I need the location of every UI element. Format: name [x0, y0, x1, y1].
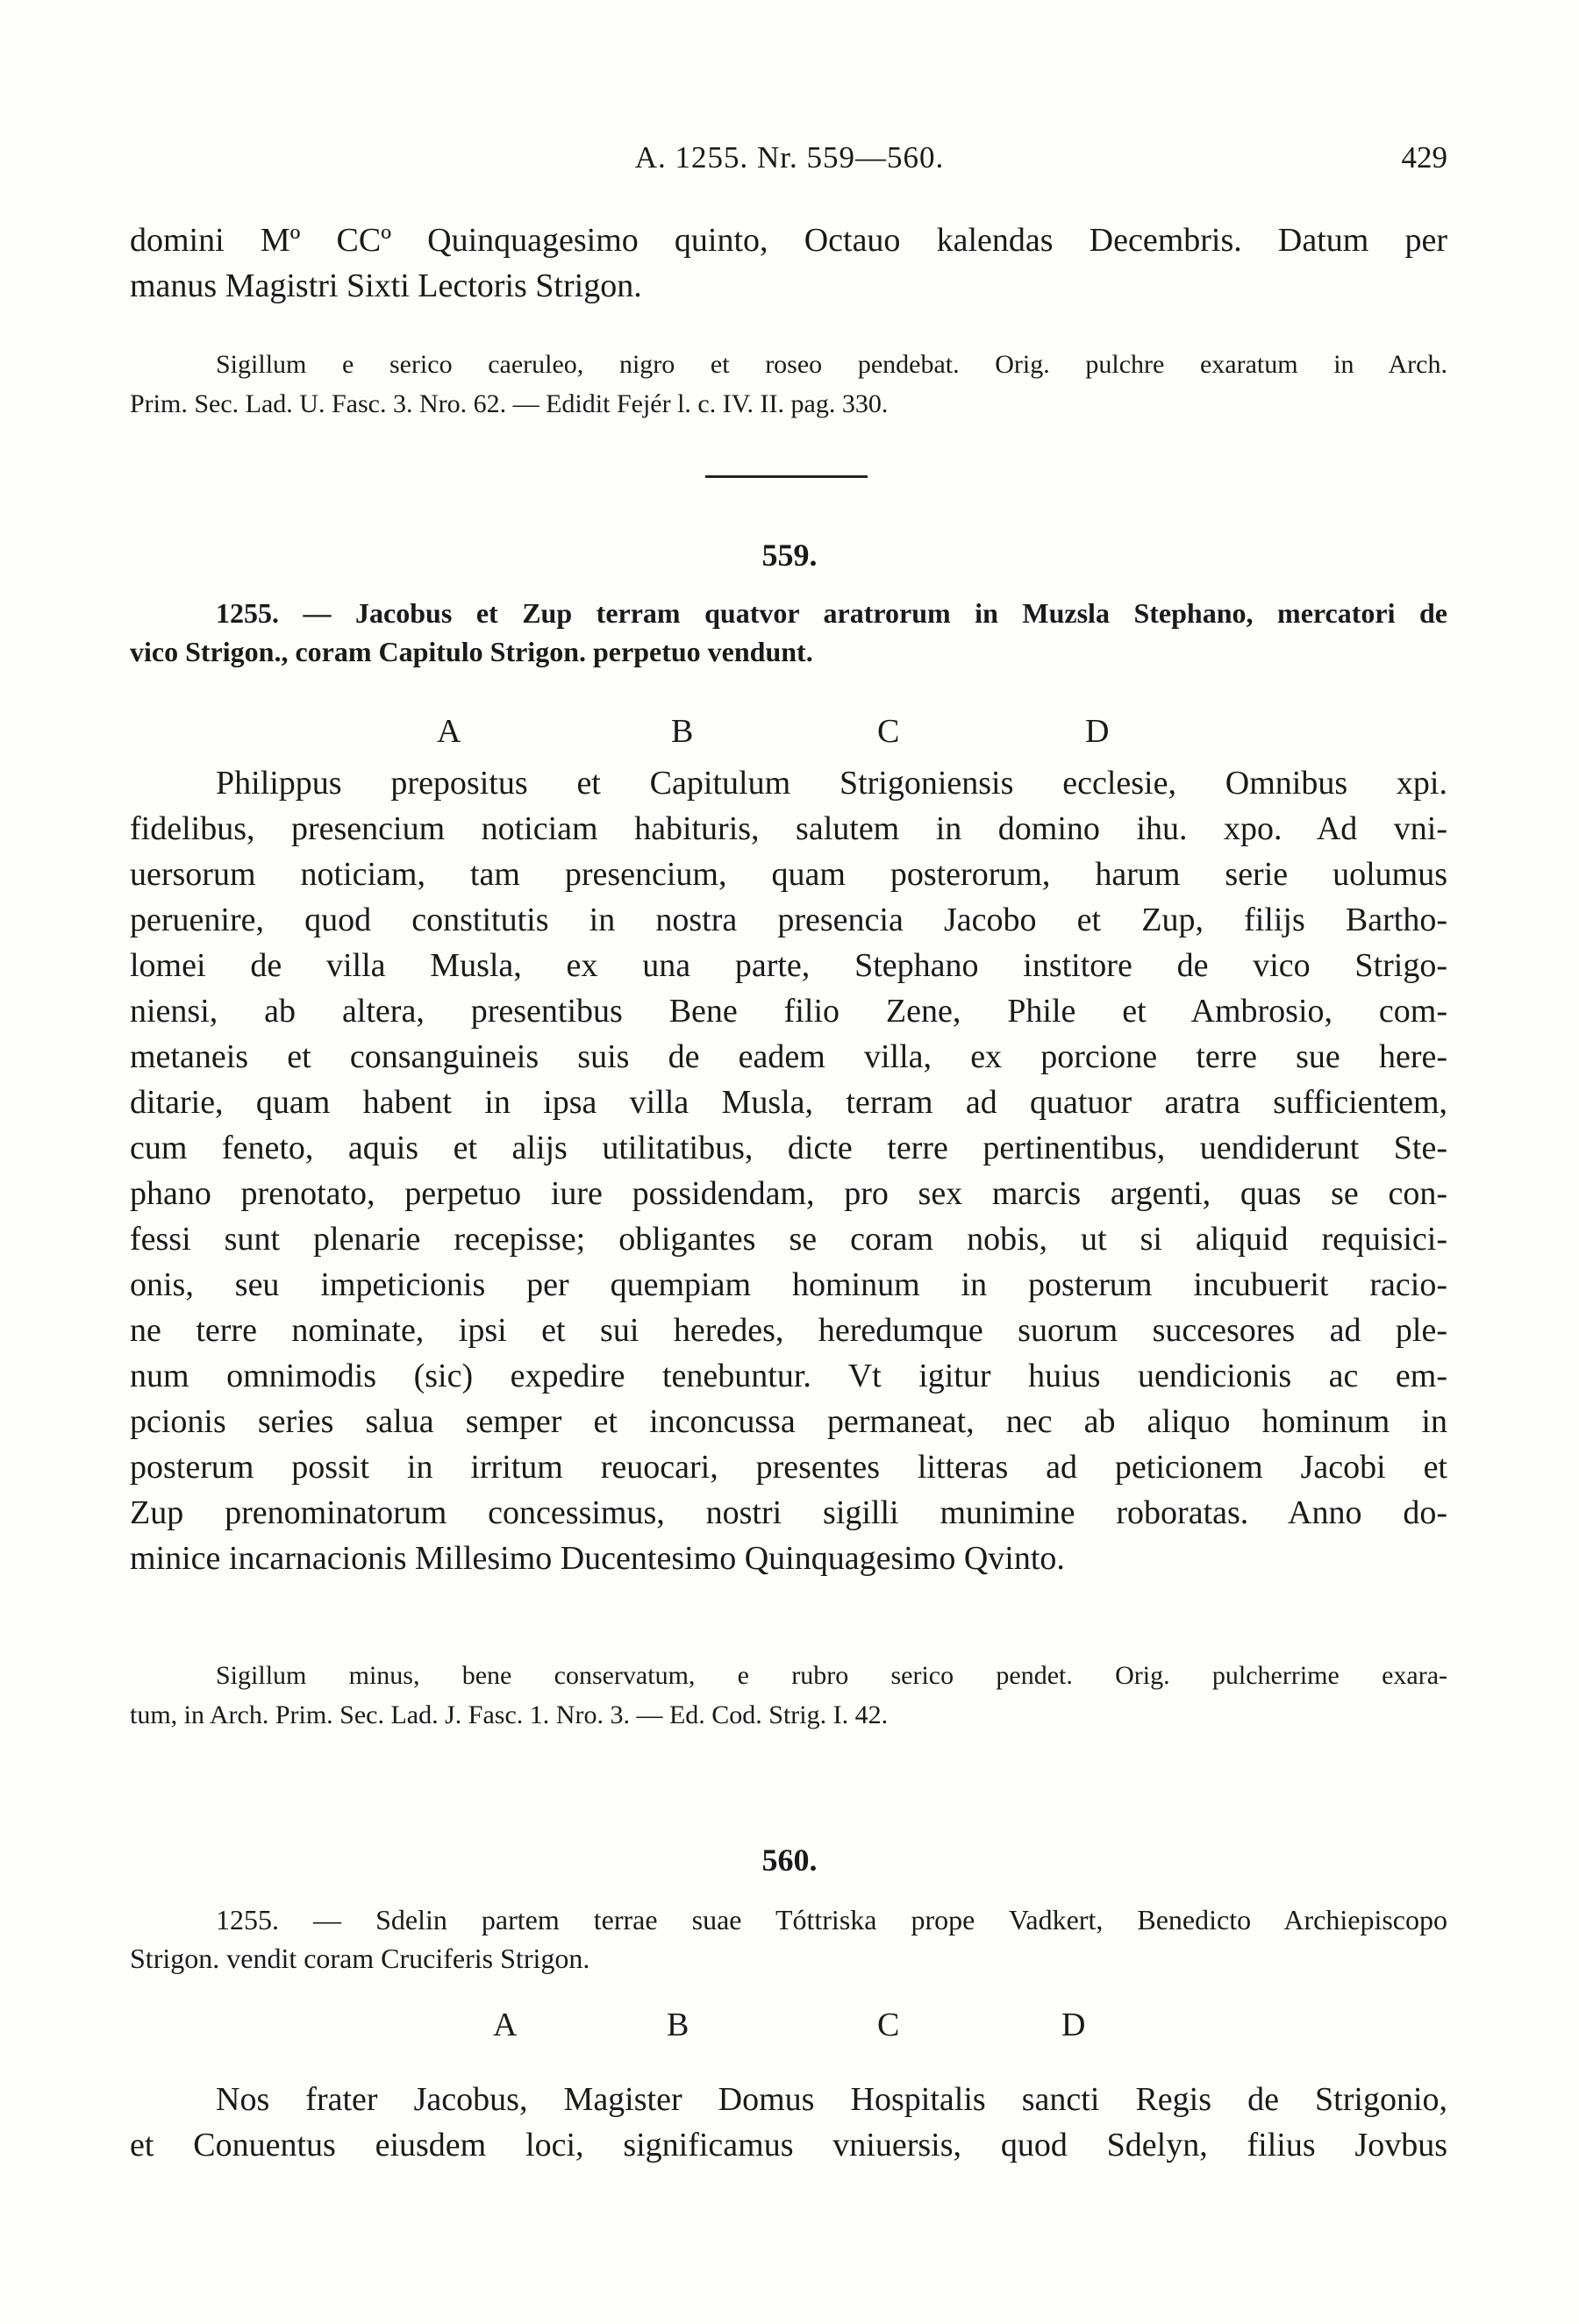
note-559 [130, 1656, 1447, 1735]
charter-text-559 [130, 760, 1447, 1581]
text-line: ne terre nominate, ipsi et sui heredes, heredumque suorum succesores ad ple- [130, 1312, 1447, 1349]
document-number-559: 559. [761, 538, 818, 573]
text-line: et Conuentus eiusdem loci, significamus vniuersis, quod Sdelyn, filius Jovbus [130, 2127, 1447, 2164]
text-line: uersorum noticiam, tam presencium, quam posterorum, harum serie uolumus [130, 856, 1447, 893]
regest-line: 1255. — Jacobus et Zup terram quatvor aratrorum in Muzsla Stephano, mercatori de [216, 597, 1447, 629]
text-line: posterum possit in irritum reuocari, presentes litteras ad peticionem Jacobi et [130, 1449, 1447, 1486]
page-number: 429 [1401, 140, 1447, 175]
text-line: cum feneto, aquis et alijs utilitatibus, dicte terre pertinentibus, uendiderunt Ste- [130, 1130, 1447, 1166]
note-line: tum, in Arch. Prim. Sec. Lad. J. Fasc. 1. Nro. 3. — Ed. Cod. Strig. I. 42. [130, 1700, 889, 1729]
regest-line: Strigon. vendit coram Cruciferis Strigon. [130, 1943, 590, 1974]
text-line: niensi, ab altera, presentibus Bene filio Zene, Phile et Ambrosio, com- [130, 993, 1447, 1030]
regest-line: vico Strigon., coram Capitulo Strigon. perpetuo vendunt. [130, 636, 813, 667]
charter-text-560 [130, 2077, 1447, 2168]
regest-559 [130, 594, 1447, 671]
running-header [0, 140, 1579, 184]
text-line: Philippus prepositus et Capitulum Strigoniensis ecclesie, Omnibus xpi. [216, 765, 1447, 802]
siglum: A [437, 713, 461, 750]
text-line: onis, seu impeticionis per quempiam hominum in posterum incubuerit racio- [130, 1266, 1447, 1303]
siglum: C [877, 2007, 900, 2043]
siglum: D [1061, 2007, 1086, 2043]
previous-document-text [130, 217, 1447, 309]
text-line: ditarie, quam habent in ipsa villa Musla, terram ad quatuor aratra sufficientem, [130, 1084, 1447, 1121]
text-line: minice incarnacionis Millesimo Ducentesimo Quinquagesimo Qvinto. [130, 1540, 1065, 1577]
text-line: peruenire, quod constitutis in nostra presencia Jacobo et Zup, filijs Bartho- [130, 902, 1447, 938]
running-title: A. 1255. Nr. 559—560. [634, 140, 945, 175]
previous-document-note [130, 345, 1447, 424]
regest-line: 1255. — Sdelin partem terrae suae Tóttriska prope Vadkert, Benedicto Archiepiscopo [216, 1904, 1447, 1935]
siglum: B [671, 713, 694, 750]
note-line: Prim. Sec. Lad. U. Fasc. 3. Nro. 62. — Edidit Fejér l. c. IV. II. pag. 330. [130, 389, 889, 418]
regest-560 [130, 1900, 1447, 1978]
text-line: manus Magistri Sixti Lectoris Strigon. [130, 267, 642, 304]
section-divider [705, 475, 868, 478]
text-line: pcionis series salua semper et inconcussa permaneat, nec ab aliquo hominum in [130, 1403, 1447, 1440]
siglum: A [493, 2007, 518, 2043]
siglum: C [877, 713, 900, 750]
text-line: fessi sunt plenarie recepisse; obligantes se coram nobis, ut si aliquid requisici- [130, 1221, 1447, 1258]
text-line: phano prenotato, perpetuo iure possidendam, pro sex marcis argenti, quas se con- [130, 1175, 1447, 1212]
text-line: fidelibus, presencium noticiam habituris, salutem in domino ihu. xpo. Ad vni- [130, 810, 1447, 847]
note-line: Sigillum minus, bene conservatum, e rubro serico pendet. Orig. pulcherrime exara- [216, 1661, 1447, 1690]
text-line: lomei de villa Musla, ex una parte, Stephano institore de vico Strigo- [130, 947, 1447, 984]
text-line: Zup prenominatorum concessimus, nostri sigilli munimine roboratas. Anno do- [130, 1494, 1447, 1531]
text-line: num omnimodis (sic) expedire tenebuntur. Vt igitur huius uendicionis ac em- [130, 1358, 1447, 1394]
document-number-560: 560. [761, 1843, 818, 1878]
note-line: Sigillum e serico caeruleo, nigro et roseo pendebat. Orig. pulchre exaratum in Arch. [216, 350, 1447, 379]
text-line: domini Mº CCº Quinquagesimo quinto, Octauo kalendas Decembris. Datum per [130, 222, 1447, 259]
text-line: Nos frater Jacobus, Magister Domus Hospitalis sancti Regis de Strigonio, [216, 2081, 1447, 2118]
siglum: B [667, 2007, 689, 2043]
siglum: D [1085, 713, 1110, 750]
text-line: metaneis et consanguineis suis de eadem villa, ex porcione terre sue here- [130, 1038, 1447, 1075]
